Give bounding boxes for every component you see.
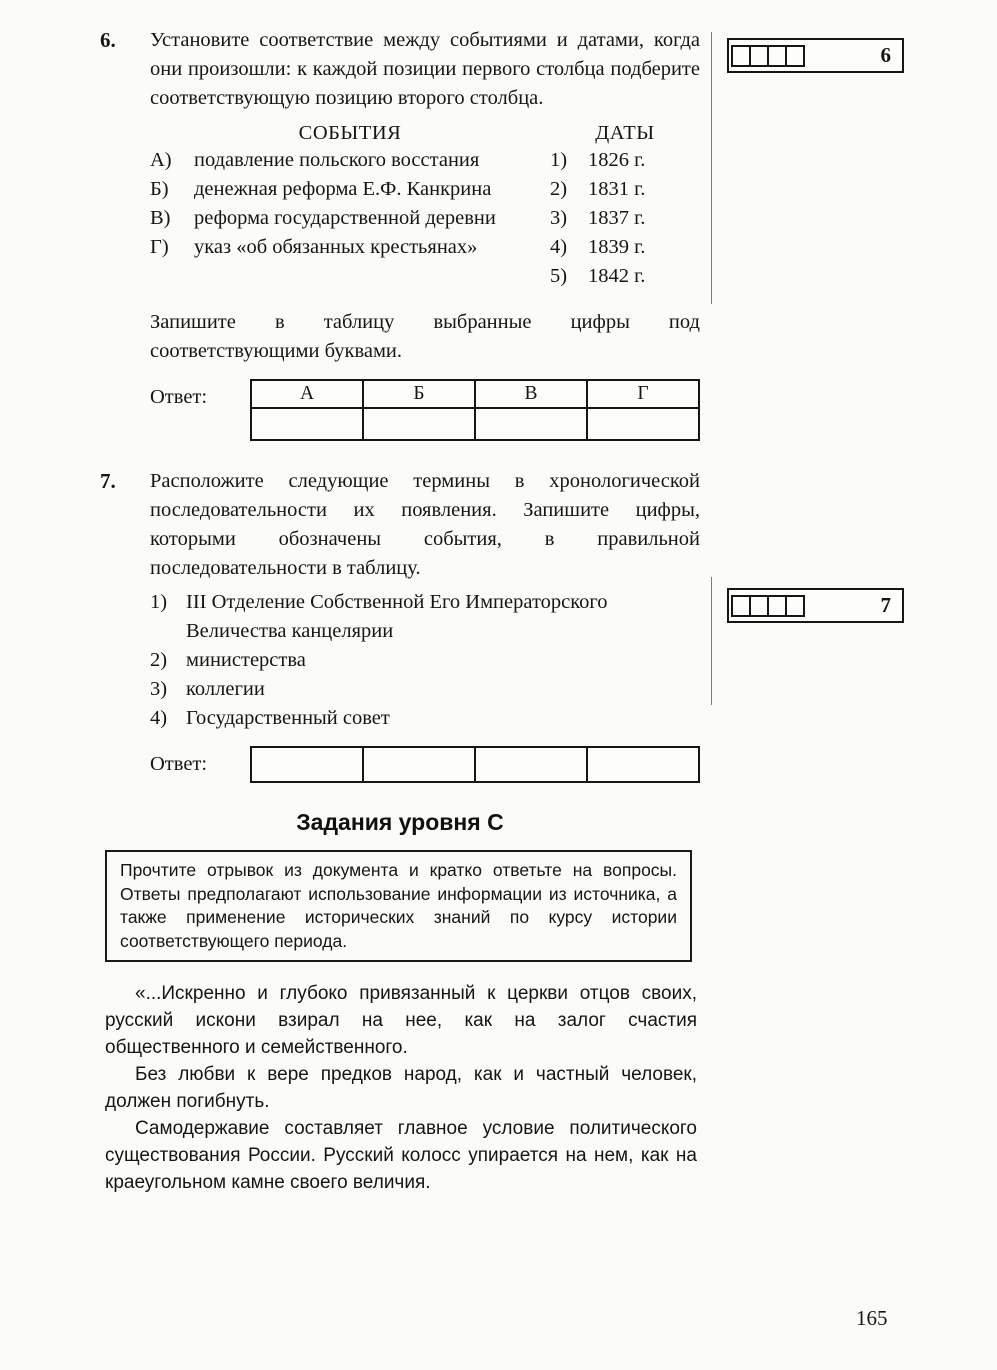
date-text: 1842 г. <box>588 265 646 287</box>
score-cell <box>785 45 805 67</box>
events-column-header: СОБЫТИЯ <box>298 122 402 144</box>
date-text: 1831 г. <box>588 178 646 200</box>
scan-edge-line <box>711 577 712 705</box>
answer-header-cell: В <box>475 380 587 408</box>
date-text: 1839 г. <box>588 236 646 258</box>
event-label: А) <box>150 149 172 171</box>
date-item <box>550 233 700 262</box>
question-prompt: Установите соответствие между событиями и датами, когда они произошли: к каждой позиции первого столбца подберите соответствующую позицию второго столбца. <box>150 29 700 109</box>
date-label: 1) <box>550 149 568 171</box>
matching-columns <box>150 146 700 291</box>
term-text: коллегии <box>186 678 265 700</box>
page-number: 165 <box>856 1306 888 1330</box>
term-item <box>150 646 700 675</box>
date-item <box>550 204 700 233</box>
answer-input-row <box>251 408 699 440</box>
score-cell <box>731 45 751 67</box>
event-label: Б) <box>150 178 169 200</box>
event-text: подавление польского восстания <box>194 149 480 171</box>
score-cell <box>767 595 787 617</box>
score-cell <box>767 45 787 67</box>
terms-list <box>150 588 700 733</box>
matching-headers <box>150 122 700 145</box>
score-box-q6 <box>727 38 904 73</box>
answer-row-q7 <box>150 746 700 783</box>
event-item <box>150 175 550 204</box>
answer-header-row <box>251 380 699 408</box>
question-6 <box>100 26 700 441</box>
date-item <box>550 262 700 291</box>
event-label: В) <box>150 207 171 229</box>
instruction-text: Прочтите отрывок из документа и кратко ответьте на вопросы. Ответы предполагают использование информации из источника, а также применение исторических знаний по курсу истории соответствующего периода. <box>120 860 677 951</box>
question-number: 6. <box>100 28 116 52</box>
term-label: 2) <box>150 649 168 671</box>
question-number: 7. <box>100 469 116 493</box>
answer-cell <box>475 408 587 440</box>
event-text: денежная реформа Е.Ф. Канкрина <box>194 178 492 200</box>
answer-input-row <box>251 747 699 782</box>
event-item <box>150 233 550 262</box>
answer-cell <box>587 747 699 782</box>
score-cell <box>749 595 769 617</box>
excerpt-paragraph: Без любви к вере предков народ, как и частный человек, должен погибнуть. <box>105 1064 697 1112</box>
answer-header-cell: Б <box>363 380 475 408</box>
term-item <box>150 588 700 646</box>
events-list <box>150 146 550 291</box>
document-instruction-box <box>105 850 692 962</box>
score-cells <box>731 595 803 617</box>
answer-cell <box>587 408 699 440</box>
answer-row-q6 <box>150 379 700 441</box>
instruction-note: Запишите в таблицу выбранные цифры под соответствующими буквами. <box>150 311 700 362</box>
answer-cell <box>363 408 475 440</box>
date-item <box>550 146 700 175</box>
event-text: реформа государственной деревни <box>194 207 496 229</box>
answer-label: Ответ: <box>150 386 208 408</box>
answer-table-q7 <box>250 746 700 783</box>
answer-cell <box>363 747 475 782</box>
excerpt-paragraph: Самодержавие составляет главное условие политического существования России. Русский колосс упирается на нем, как на краеугольном камне своего величия. <box>105 1118 697 1193</box>
score-box-q7 <box>727 588 904 623</box>
dates-list <box>550 146 700 291</box>
page-content <box>100 26 700 1196</box>
question-7 <box>100 467 700 783</box>
question-ref-number: 6 <box>880 43 891 67</box>
score-cells <box>731 45 803 67</box>
question-ref-number: 7 <box>880 593 891 617</box>
event-item <box>150 204 550 233</box>
score-cell <box>749 45 769 67</box>
term-text: министерства <box>186 649 306 671</box>
date-label: 2) <box>550 178 568 200</box>
term-label: 1) <box>150 591 168 613</box>
score-cell <box>731 595 751 617</box>
date-label: 4) <box>550 236 568 258</box>
event-text: указ «об обязанных крестьянах» <box>194 236 478 258</box>
dates-column-header: ДАТЫ <box>595 122 655 144</box>
term-label: 3) <box>150 678 168 700</box>
score-cell <box>785 595 805 617</box>
date-text: 1826 г. <box>588 149 646 171</box>
date-item <box>550 175 700 204</box>
event-item <box>150 146 550 175</box>
scan-edge-line <box>711 32 712 304</box>
answer-cell <box>251 408 363 440</box>
term-item <box>150 704 700 733</box>
answer-label: Ответ: <box>150 753 208 775</box>
answer-cell <box>475 747 587 782</box>
term-item <box>150 675 700 704</box>
term-text: III Отделение Собственной Его Императорского Величества канцелярии <box>186 591 608 642</box>
excerpt-paragraph: «...Искренно и глубоко привязанный к церкви отцов своих, русский искони взирал на нее, как на залог счастия общественного и семейственного. <box>105 983 697 1058</box>
question-prompt: Расположите следующие термины в хронологической последовательности их появления. Запишите цифры, которыми обозначены события, в правильной последовательности в таблицу. <box>150 470 700 579</box>
answer-header-cell: А <box>251 380 363 408</box>
date-text: 1837 г. <box>588 207 646 229</box>
answer-header-cell: Г <box>587 380 699 408</box>
term-text: Государственный совет <box>186 707 390 729</box>
answer-table-q6 <box>250 379 700 441</box>
date-label: 3) <box>550 207 568 229</box>
event-label: Г) <box>150 236 169 258</box>
term-label: 4) <box>150 707 168 729</box>
section-c-title: Задания уровня С <box>296 809 504 835</box>
answer-cell <box>251 747 363 782</box>
document-excerpt <box>105 980 697 1196</box>
date-label: 5) <box>550 265 568 287</box>
